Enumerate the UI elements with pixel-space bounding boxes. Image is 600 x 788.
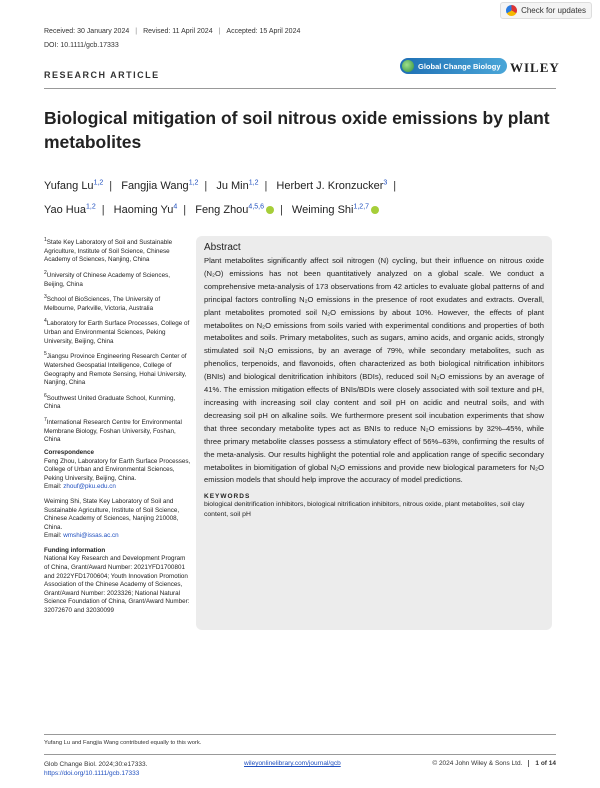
- abstract-heading: Abstract: [204, 242, 241, 253]
- email-link[interactable]: wmshi@issas.ac.cn: [63, 532, 119, 540]
- article-dates: Received: 30 January 2024 | Revised: 11 April 2024 | Accepted: 15 April 2024: [44, 28, 301, 35]
- globe-icon: [402, 60, 414, 72]
- funding-heading: Funding information: [44, 546, 106, 554]
- received-date: Received: 30 January 2024: [44, 28, 130, 35]
- correspondence-heading: Correspondence: [44, 448, 95, 456]
- author[interactable]: Herbert J. Kronzucker$^3$: [276, 179, 388, 192]
- check-for-updates-button[interactable]: [500, 2, 592, 19]
- copyright: © 2024 John Wiley & Sons Ltd.: [432, 760, 523, 767]
- doi-link[interactable]: https://doi.org/10.1111/gcb.17333: [44, 770, 140, 777]
- abstract-box: [196, 236, 552, 630]
- check-for-updates-label: Check for updates: [521, 6, 586, 15]
- abstract-text: Plant metabolites significantly affect soil nitrogen (N) cycling, but their influence on nitrous oxide (N₂O) emissions has not been quantitatively analyzed on a global scale. We conduct a comprehensive meta-analysis of 173 observations from 42 articles to evaluate global patterns of and principal factors controlling N₂O emissions in the presence of root exudates and extracts. Overall, plant metabolites promoted soil N₂O emissions by about 10%. However, the effects of plant metabolites on N₂O emissions from soils varied with experimental conditions and properties of both metabolites and soils. Primary metabolites, such as sugars, amino acids, and organic acids, strongly stimulated soil N₂O emissions, by an average of 79%, while secondary metabolites, such as phenolics, terpenoids, and flavonoids, often characterized as both biological nitrification inhibitors (BNIs) and biological denitrification inhibitors (BDIs), reduced soil N₂O emissions by an average of 41%. The emission mitigation effects of BNIs/BDIs were closely associated with soil texture and pH, increasing with increasing soil clay content and soil pH on acidic and neutral soils, and with decreasing soil pH on alkaline soils. We furthermore present soil incubation experiments that show that three secondary metabolite types act as BNIs to reduce N₂O emissions by 32%–45%, while three primary metabolite classes possess a stimulatory effect of 56%–63%, confirming the results of the meta-analysis. Our results highlight the potential role and application range of specific secondary metabolites in biomitigation of global N₂O emissions and provide new biological parameters for N₂O emission models that should help improve the accuracy of model predictions.: [204, 256, 544, 485]
- affiliation: $^7$International Research Centre for Environmental Membrane Biology, Foshan University, Foshan, China: [44, 417, 182, 444]
- contribution-note: Yufang Lu and Fangjia Wang contributed equally to this work.: [44, 740, 202, 746]
- author[interactable]: Feng Zhou$^{4,5,6}$: [195, 204, 274, 216]
- doi: DOI: 10.1111/gcb.17333: [44, 42, 119, 49]
- footnote-divider: [44, 734, 556, 735]
- article-type: RESEARCH ARTICLE: [44, 70, 160, 80]
- affiliation: $^5$Jiangsu Province Engineering Research Center of Watershed Geospatial Intelligence, College of Geography and Remote Sensing, Hohai University, Nanjing, China: [44, 351, 187, 387]
- author[interactable]: Fangjia Wang$^{1,2}$: [121, 179, 199, 192]
- correspondence-entry: Feng Zhou, Laboratory for Earth Surface Processes, College of Urban and Environmental Sciences, Peking University, Beijing, China. Email: zhouf@pku.edu.cn: [44, 457, 191, 491]
- revised-date: Revised: 11 April 2024: [143, 28, 213, 35]
- correspondence-entry: Weiming Shi, State Key Laboratory of Soil and Sustainable Agriculture, Institute of Soil Science, Chinese Academy of Sciences, Nanjing 210008, China. Email: wmshi@issas.ac.cn: [44, 497, 180, 540]
- email-link[interactable]: zhouf@pku.edu.cn: [63, 483, 116, 491]
- journal-name: Global Change Biology: [418, 61, 501, 71]
- funding-text: National Key Research and Development Program of China, Grant/Award Number: 2021YFD1700801 and 2022YFD1700604; Youth Innovation Promotion Association of the Chinese Academy of Sciences, Grant/Award Number: 2023326; National Natural Science Foundation of China, Grant/Award Number: 32072670 and 32030099: [44, 555, 190, 615]
- affiliation: $^1$State Key Laboratory of Soil and Sustainable Agriculture, Institute of Soil Science, Chinese Academy of Sciences, Nanjing, China: [44, 237, 173, 264]
- crossmark-icon: [506, 5, 517, 16]
- author[interactable]: Yufang Lu$^{1,2}$: [44, 179, 104, 192]
- affiliation: $^2$University of Chinese Academy of Sciences, Beijing, China: [44, 269, 170, 288]
- keywords-heading: KEYWORDS: [204, 493, 251, 501]
- article-title: Biological mitigation of soil nitrous oxide emissions by plant metabolites: [44, 108, 550, 152]
- affiliation: $^6$Southwest United Graduate School, Kunming, China: [44, 392, 176, 411]
- affiliation: $^3$School of BioSciences, The University of Melbourne, Parkville, Victoria, Australia: [44, 294, 161, 312]
- author[interactable]: Weiming Shi$^{1,2,7}$: [292, 204, 379, 216]
- orcid-icon[interactable]: [371, 206, 379, 214]
- footer-divider: [44, 754, 556, 755]
- journal-logo: [400, 58, 507, 74]
- accepted-date: Accepted: 15 April 2024: [226, 28, 301, 35]
- header-divider: [44, 88, 556, 89]
- author-info-column: [44, 236, 192, 616]
- orcid-icon[interactable]: [266, 206, 274, 214]
- author[interactable]: Haoming Yu$^4$: [113, 203, 178, 217]
- keywords-list: biological denitrification inhibitors, biological nitrification inhibitors, nitrous oxide, plant metabolites, soil clay content, soil pH: [204, 501, 525, 518]
- citation: Glob Change Biol. 2024;30:e17333.: [44, 761, 148, 768]
- author[interactable]: Yao Hua$^{1,2}$: [44, 203, 96, 217]
- author[interactable]: Ju Min$^{1,2}$: [216, 179, 259, 192]
- page-number: 1 of 14: [528, 760, 556, 767]
- publisher-logo: WILEY: [510, 60, 560, 75]
- affiliation: $^4$Laboratory for Earth Surface Processes, College of Urban and Environmental Sciences, Peking University, Beijing, China: [44, 318, 190, 345]
- journal-site-link[interactable]: wileyonlinelibrary.com/journal/gcb: [244, 760, 341, 767]
- author-list: Yufang Lu$^{1,2}$ | Fangjia Wang$^{1,2}$ | Ju Min$^{1,2}$ | Herbert J. Kronzucker$^3$ | Yao Hua$^{1,2}$ | Haoming Yu$^4$ | Feng Zhou$^{4,5,6}$ | Weiming Shi$^{1,2,7}$: [44, 179, 397, 217]
